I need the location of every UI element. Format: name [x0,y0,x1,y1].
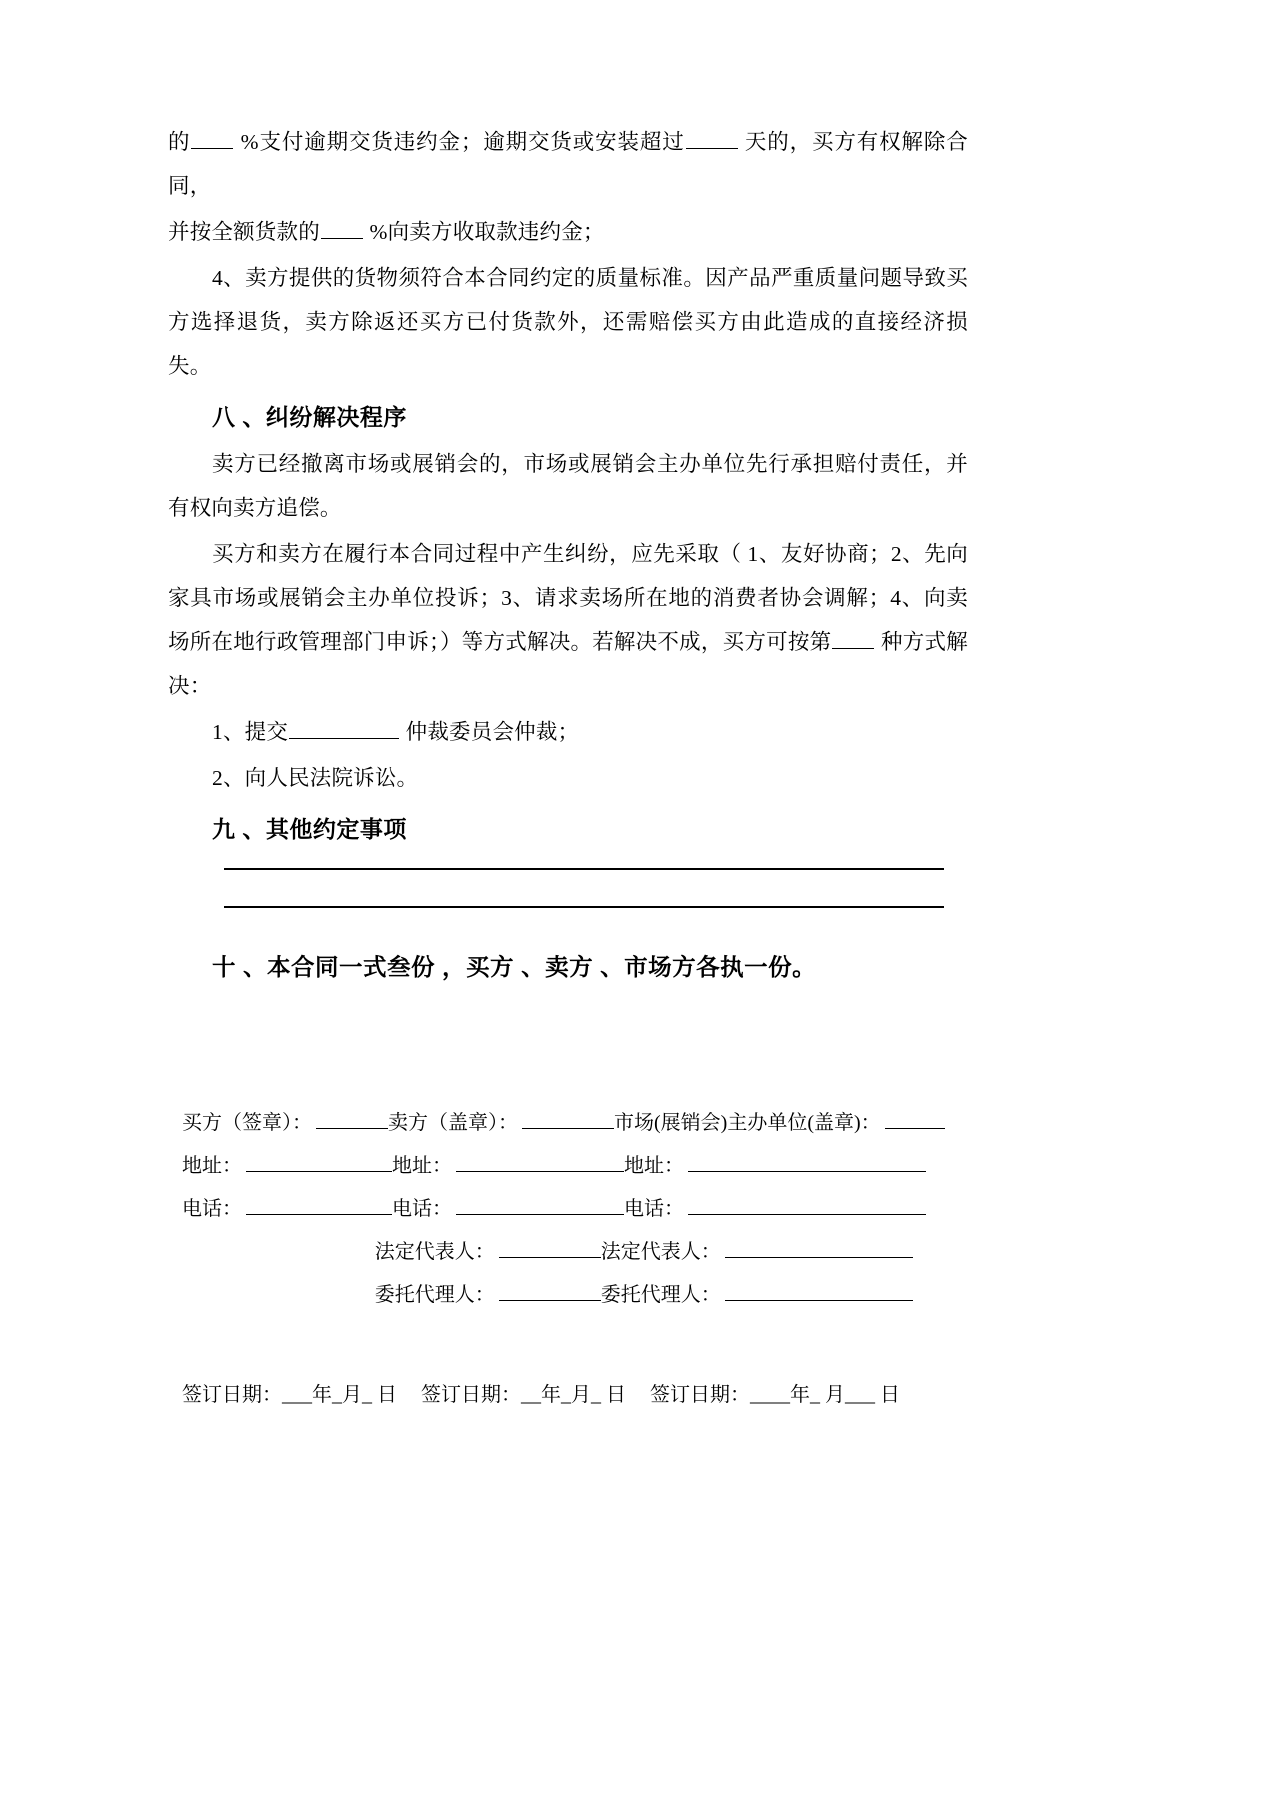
market-seal-cell [614,1102,968,1145]
section-eight-para2-post: 种方式解决： [168,630,968,698]
seller-agent-field[interactable] [499,1282,601,1301]
market-phone-field[interactable] [688,1196,926,1215]
arbitration-commission-blank[interactable] [289,718,399,739]
buyer-signature-label: 买方（签章）： [182,1112,312,1134]
market-address-cell [624,1145,968,1188]
signature-row-party [182,1102,968,1145]
market-address-field[interactable] [688,1153,926,1172]
penalty-line-a-mid: %支付逾期交货违约金；逾期交货或安装超过 [240,130,685,154]
penalty-percent-blank-1[interactable] [191,128,233,149]
buyer-address-label: 地址： [182,1155,242,1177]
seller-legal-rep-cell [375,1231,601,1274]
buyer-signature-field[interactable] [316,1110,388,1129]
buyer-phone-cell [182,1188,392,1231]
buyer-phone-label: 电话： [182,1198,242,1220]
buyer-signing-date[interactable]: 签订日期：___年_月_ 日 [182,1384,397,1406]
market-agent-cell [601,1274,968,1317]
dispute-option-1 [168,710,968,754]
section-eight-para2-pre: 买方和卖方在履行本合同过程中产生纠纷，应先采取（ 1、友好协商；2、先向家具市场或展销会主办单位投诉；3、请求卖场所在地的消费者协会调解；4、向卖场所在地行政管理部门申诉；）等方式解决。若解决不成，买方可按第 [168,542,968,654]
document-body [168,120,968,1415]
signature-row-agent [182,1274,968,1317]
signature-row-address [182,1145,968,1188]
market-agent-field[interactable] [725,1282,913,1301]
seller-phone-cell [392,1188,624,1231]
penalty-line-b-post: %向卖方收取款违约金； [369,220,605,244]
market-seal-field[interactable] [885,1110,945,1129]
market-legal-rep-field[interactable] [725,1239,913,1258]
clause-4-paragraph: 4、卖方提供的货物须符合本合同约定的质量标准。因产品严重质量问题导致买方选择退货，卖方除返还买方已付货款外，还需赔偿买方由此造成的直接经济损失。 [168,266,968,378]
dispute-option-2: 2、向人民法院诉讼。 [212,766,419,790]
seller-phone-label: 电话： [392,1198,452,1220]
dispute-option-1-pre: 1、提交 [212,720,289,744]
section-eight-paragraph-1: 卖方已经撤离市场或展销会的，市场或展销会主办单位先行承担赔付责任，并有权向卖方追偿。 [168,452,968,520]
other-terms-blank-line-1[interactable] [224,868,944,870]
other-terms-blank-line-2[interactable] [224,906,944,908]
market-phone-label: 电话： [624,1198,684,1220]
market-signing-date[interactable]: 签订日期：____年_ 月___ 日 [650,1384,900,1406]
dispute-option-1-post: 仲裁委员会仲裁； [405,720,580,744]
seller-address-label: 地址： [392,1155,452,1177]
market-address-label: 地址： [624,1155,684,1177]
seller-legal-rep-label: 法定代表人： [374,1241,495,1263]
buyer-address-field[interactable] [246,1153,392,1172]
section-nine-heading: 九 、其他约定事项 [212,816,407,842]
buyer-address-cell [182,1145,392,1188]
seller-agent-cell [375,1274,601,1317]
seller-seal-field[interactable] [522,1110,614,1129]
dispute-method-blank[interactable] [832,628,874,649]
penalty-days-blank[interactable] [686,128,738,149]
seller-seal-label: 卖方（盖章）： [388,1112,518,1134]
market-seal-label: 市场(展销会)主办单位(盖章)： [614,1112,881,1134]
penalty-line-a-pre: 的 [168,130,191,154]
penalty-clause-line-a [168,120,968,208]
signing-date-row [168,1375,968,1415]
signature-row-phone [182,1188,968,1231]
section-eight-paragraph-2 [168,532,968,708]
section-ten-statement: 十 、本合同一式叁份 ，买方 、卖方 、市场方各执一份。 [212,954,817,980]
buyer-phone-field[interactable] [246,1196,392,1215]
market-agent-label: 委托代理人： [600,1284,721,1306]
section-eight-heading: 八 、纠纷解决程序 [212,404,407,430]
buyer-signature-cell [182,1102,388,1145]
market-phone-cell [624,1188,968,1231]
market-legal-rep-cell [601,1231,968,1274]
seller-signing-date[interactable]: 签订日期：__年_月_ 日 [421,1384,626,1406]
seller-phone-field[interactable] [456,1196,624,1215]
market-legal-rep-label: 法定代表人： [600,1241,721,1263]
seller-agent-label: 委托代理人： [374,1284,495,1306]
seller-legal-rep-field[interactable] [499,1239,601,1258]
penalty-clause-line-b [168,210,968,254]
signature-block [168,1102,968,1317]
penalty-line-a-post: 天的，买方有权解除合同， [168,130,969,198]
seller-address-cell [392,1145,624,1188]
penalty-percent-blank-2[interactable] [321,218,363,239]
seller-address-field[interactable] [456,1153,624,1172]
seller-seal-cell [388,1102,614,1145]
other-terms-fill-area [168,868,968,908]
penalty-line-b-pre-text: 并按全额货款的 [168,220,320,244]
signature-row-legal-rep [182,1231,968,1274]
